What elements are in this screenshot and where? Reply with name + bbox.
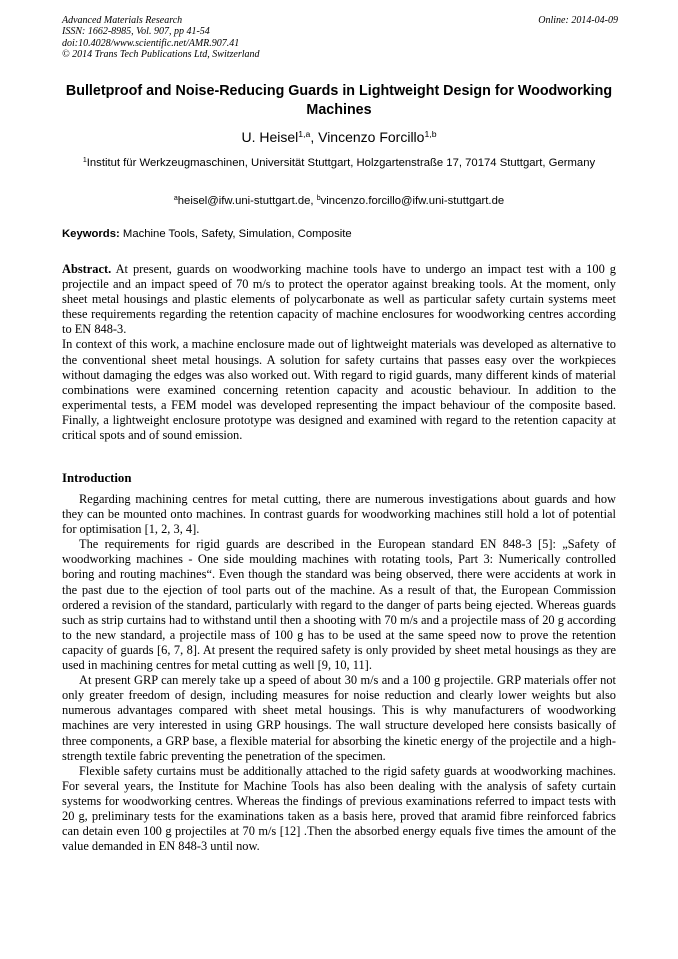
abstract [62,262,616,443]
email-link: heisel@ifw.uni-stuttgart.de, [177,195,317,207]
section-heading: Introduction [62,471,132,485]
body-paragraph: At present GRP can merely take up a speed of about 30 m/s and a 100 g projectile. GRP materials offer not only greater freedom of design, including measures for noise reduction and clearly lower weights but also numerous advantages compared with sheet metal housings. This is why manufacturers of woodworking machines are very interested in using GRP housings. The wall structure developed here consists basically of three components, a GRP base, a flexible material for absorbing the kinetic energy of the projectile and a high-strength textile fabric preventing the penetration of the specimen. [62,673,616,763]
keywords [62,227,616,241]
keywords-label: Keywords: [62,228,120,240]
author-separator: , [310,129,319,145]
author-list [62,128,616,146]
email-marker: b [316,195,321,203]
author-affiliation-marker: 1,b [424,129,437,140]
journal-header [62,15,618,61]
author-emails [62,194,616,208]
abstract-text: At present, guards on woodworking machine tools have to undergo an impact test with a 100 g projectile and an impact speed of 70 m/s to protect the operator against breaking tools. At the moment, only sheet metal housings and plastic elements of polycarbonate as well as particular safety curtain systems meet these requirements regarding the retention capacity of machine enclosures for woodworking centres according to EN 848-3. [62,262,616,337]
abstract-paragraph: In context of this work, a machine enclosure made out of lightweight materials was developed as alternative to the conventional sheet metal housings. A solution for safety curtains that passes easy over the workpieces without damaging the edges was also worked out. With regard to rigid guards, many different kinds of material combinations were examined concerning retention capacity and acoustic behaviour. In addition to the experimental tests, a FEM model was developed representing the impact behaviour of the composite based. Finally, a lightweight enclosure prototype was designed and examined with regard to the retention capacity at critical spots and of sound emission. [62,337,616,443]
copyright-line: © 2014 Trans Tech Publications Ltd, Switzerland [62,49,260,61]
affiliation-text: Institut für Werkzeugmaschinen, Universität Stuttgart, Holzgartenstraße 17, 70174 Stuttgart, Germany [86,157,596,169]
issn-line: ISSN: 1662-8985, Vol. 907, pp 41-54 [62,26,210,38]
keywords-text: Machine Tools, Safety, Simulation, Composite [119,228,352,240]
affiliation-marker: 1 [82,157,87,165]
paper-title: Bulletproof and Noise-Reducing Guards in Lightweight Design for Woodworking Machines [65,83,613,118]
online-date: Online: 2014-04-09 [538,15,618,26]
body-paragraph: Regarding machining centres for metal cutting, there are numerous investigations about guards and how they can be mounted onto machines. In contrast guards for woodworking machines still hold a lot of potential for optimisation [1, 2, 3, 4]. [62,492,616,537]
affiliation [62,156,616,172]
author-name: U. Heisel [241,129,299,145]
email-link: vincenzo.forcillo@ifw.uni-stuttgart.de [320,195,505,207]
author-name: Vincenzo Forcillo [318,129,425,145]
doi-line: doi:10.4028/www.scientific.net/AMR.907.41 [62,37,240,49]
abstract-paragraph [62,262,616,337]
body-paragraph: Flexible safety curtains must be additionally attached to the rigid safety guards at woodworking machines. For several years, the Institute for Machine Tools has also been dealing with the analysis of safety curtain systems for woodworking centres. Whereas the findings of previous examinations referred to impact tests with 20 g, preliminary tests for the examinations taken as a basis here, proved that aramid fibre reinforced fabrics can detain even 100 g projectiles at 70 m/s [12] .Then the absorbed energy equals five times the amount of the value demanded in EN 848-3 until now. [62,763,616,854]
abstract-label: Abstract. [62,262,112,276]
email-marker: a [173,195,178,203]
author-affiliation-marker: 1,a [298,129,311,140]
body-paragraph: The requirements for rigid guards are described in the European standard EN 848-3 [5]: „Safety of woodworking machines - One side moulding machines with rotating tools, Part 3: Numerically controlled boring and routing machines“. Even though the standard was being observed, there were accidents at work in the past due to the ejection of tool parts out of the machine. As a result of that, the European Commission ordered a revision of the standard, particularly with regard to the danger of parts being ejected. Whereas guards such as strip curtains had to withstand until then a shooting with 70 m/s and a projectile mass of 20 g according to the new standard, a projectile mass of 100 g has to be used at the same speed now to prove the retention capacity of guards [6, 7, 8]. At present the required safety is only provided by sheet metal housings as they are used in machining centres for metal cutting as well [9, 10, 11]. [62,537,616,673]
journal-name: Advanced Materials Research [62,15,183,26]
introduction-body [62,492,616,854]
